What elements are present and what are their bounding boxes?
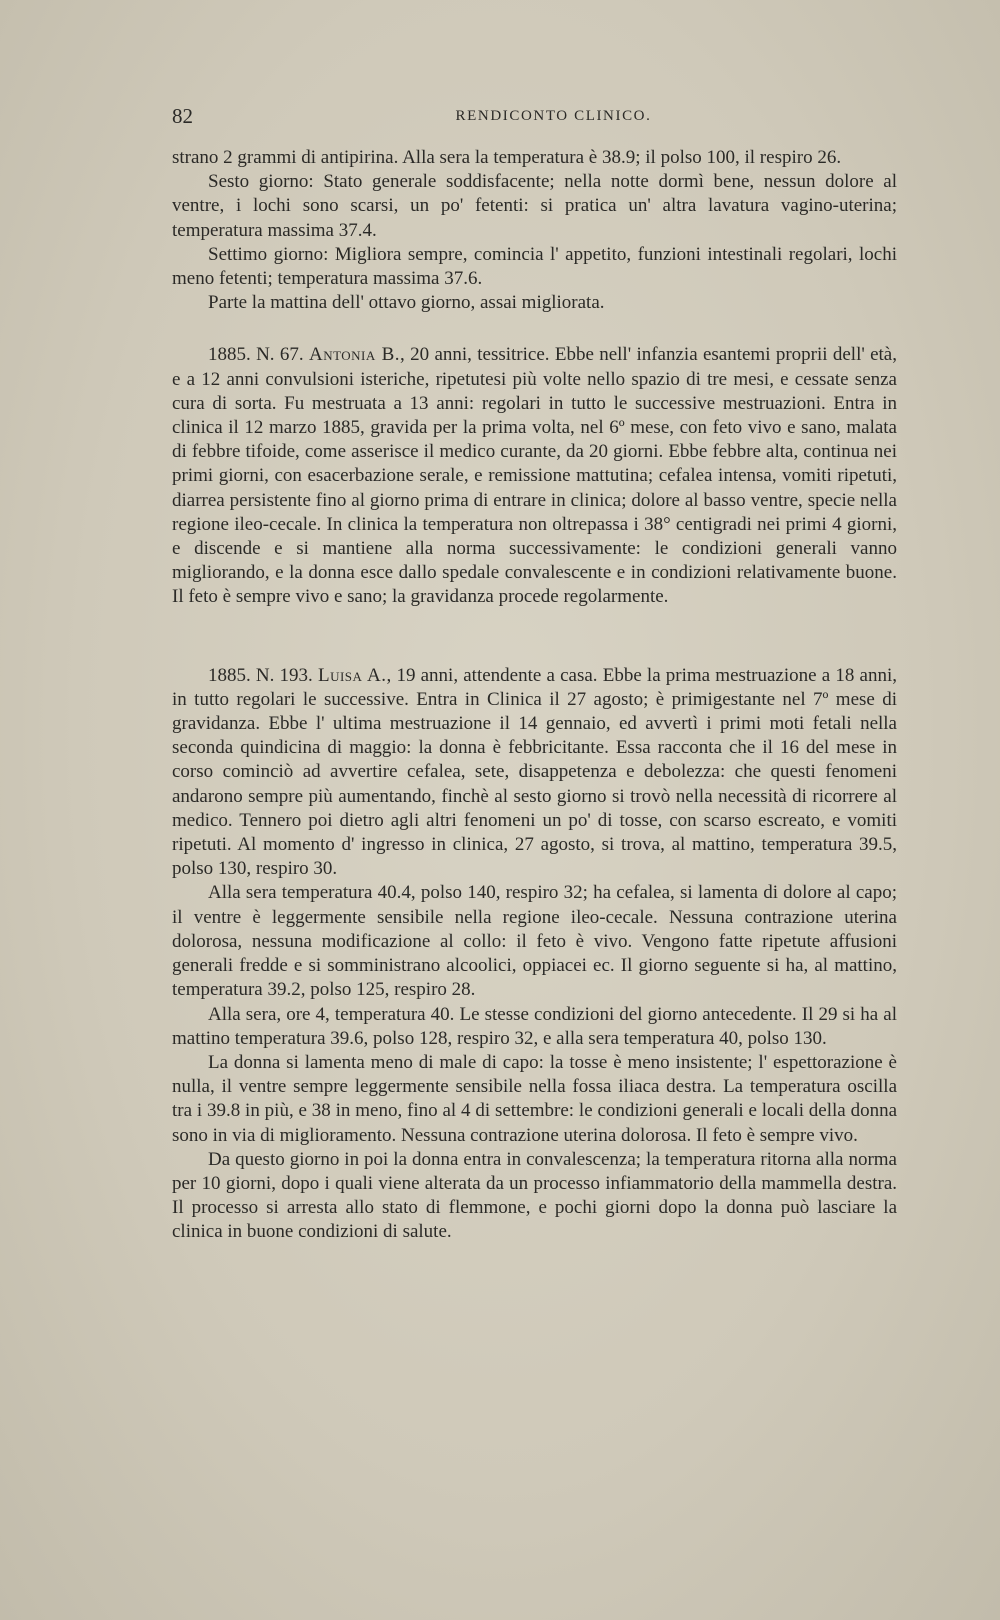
case-lead: 1885. N. 193. [208,664,318,686]
page-header [172,104,895,134]
case-entry-193 [172,664,897,882]
body-text [172,146,897,1245]
paragraph: Sesto giorno: Stato generale soddisfacente; nella notte dormì bene, nessun dolore al ventre, i lochi sono scarsi, un po' fetenti: si pratica un' altra lavatura vagino-uterina; temperatura massima 37.4. [172,171,897,241]
patient-name: Luisa A. [317,664,387,686]
page-number: 82 [172,104,193,128]
paragraph: strano 2 grammi di antipirina. Alla sera la temperatura è 38.9; il polso 100, il respiro 26. [172,147,842,168]
patient-name: Antonia B. [308,344,401,366]
paragraph: Alla sera temperatura 40.4, polso 140, respiro 32; ha cefalea, si lamenta di dolore al capo; il ventre è leggermente sensibile nella regione ileo-cecale. Nessuna contrazione uterina dolorosa, nessuna modificazione al collo: il feto è vivo. Vengono fatte ripetute affusioni generali fredde e si somministrano alcoolici, oppiacei ec. Il giorno seguente si ha, al mattino, temperatura 39.2, polso 125, respiro 28. [172,882,897,1001]
case-text: , 19 anni, attendente a casa. Ebbe la prima mestruazione a 18 anni, in tutto regolari le successive. Entra in Clinica il 27 agosto; è primigestante nel 7º mese di gravidanza. Ebbe l' ultima mestruazione il 14 gennaio, ed avvertì i primi moti fetali nella seconda quindicina di maggio: la donna è febbricitante. Essa racconta che il 16 del mese in corso cominciò ad avvertire cefalea, sete, disappetenza e debolezza: che questi fenomeni andarono sempre più aumentando, finchè al sesto giorno si trovò nella necessità di ricorrere al medico. Tennero poi dietro agli altri fenomeni un po' di tosse, con scarso escreato, e vomiti ripetuti. Al momento d' ingresso in clinica, 27 agosto, si trova, al mattino, temperatura 39.5, polso 130, respiro 30. [172,664,897,880]
paragraph: La donna si lamenta meno di male di capo: la tosse è meno insistente; l' espettorazione è nulla, il ventre sempre leggermente sensibile nella fossa iliaca destra. La temperatura oscilla tra i 39.8 in più, e 38 in meno, fino al 4 di settembre: le condizioni generali e locali della donna sono in via di miglioramento. Nessuna contrazione uterina dolorosa. Il feto è sempre vivo. [172,1051,897,1146]
running-head: RENDICONTO CLINICO. [455,108,652,124]
case-lead: 1885. N. 67. [208,344,309,366]
paragraph: Parte la mattina dell' ottavo giorno, assai migliorata. [208,292,605,314]
case-entry-67 [172,343,897,609]
case-text: , 20 anni, tessitrice. Ebbe nell' infanzia esantemi proprii dell' età, e a 12 anni convulsioni isteriche, ripetutesi più volte nello spazio di tre mesi, e cessate senza cura di sorta. Fu mestruata a 13 anni: regolari in tutto le successive mestruazioni. Entra in clinica il 12 marzo 1885, gravida per la prima volta, nel 6º mese, con feto vivo e sano, malata di febbre tifoide, come asserisce il medico curante, da 20 giorni. Ebbe febbre alta, continua nei primi giorni, con esacerbazione serale, e remissione mattutina; cefalea intensa, vomiti ripetuti, diarrea persistente fino al giorno prima di entrare in clinica; dolore al basso ventre, specie nella regione ileo-cecale. In clinica la temperatura non oltrepassa i 38° centigradi nei primi 4 giorni, e discende e si mantiene alla norma successivamente: le condizioni generali vanno migliorando, e la donna esce dallo spedale convalescente e in condizioni relativamente buone. Il feto è sempre vivo e sano; la gravidanza procede regolarmente. [172,344,897,608]
paragraph: Da questo giorno in poi la donna entra in convalescenza; la temperatura ritorna alla norma per 10 giorni, dopo i quali viene alterata da un processo infiammatorio della mammella destra. Il processo si arresta allo stato di flemmone, e pochi giorni dopo la donna può lasciare la clinica in buone condizioni di salute. [172,1148,897,1243]
paragraph: Settimo giorno: Migliora sempre, comincia l' appetito, funzioni intestinali regolari, lochi meno fetenti; temperatura massima 37.6. [172,243,897,290]
paragraph: Alla sera, ore 4, temperatura 40. Le stesse condizioni del giorno antecedente. Il 29 si ha al mattino temperatura 39.6, polso 128, respiro 32, e alla sera temperatura 40, polso 130. [172,1003,897,1049]
